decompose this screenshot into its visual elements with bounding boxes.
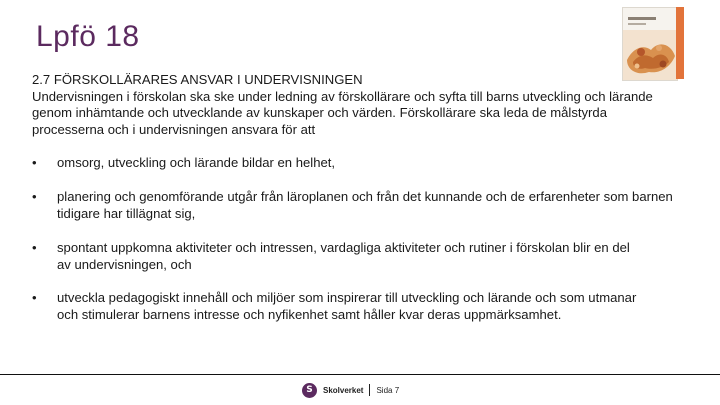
intro-paragraph [32, 72, 712, 138]
intro-line: Undervisningen i förskolan ska ske under ledning av förskollärare och syfta till barns utveckling och lärande [32, 88, 653, 104]
logo-letter: S [306, 385, 313, 395]
brand-name: Skolverket [323, 385, 364, 395]
curriculum-cover-thumbnail [622, 7, 678, 81]
bullet-text: tidigare har tillägnat sig, [57, 205, 196, 221]
bullet-marker: • [32, 155, 37, 170]
bullet-marker: • [32, 189, 37, 204]
bullet-marker: • [32, 240, 37, 255]
bullet-text: spontant uppkomna aktiviteter och intressen, vardagliga aktiviteter och rutiner i förskolan blir en del [57, 240, 630, 255]
slide-footer [302, 381, 399, 399]
footer-divider [0, 374, 720, 375]
bullet-text: omsorg, utveckling och lärande bildar en helhet, [57, 155, 336, 170]
intro-line: processerna och i undervisningen ansvara för att [32, 121, 316, 137]
page-number: Sida 7 [376, 385, 400, 395]
bullet-text: av undervisningen, och [57, 256, 192, 272]
section-heading: 2.7 FÖRSKOLLÄRARES ANSVAR I UNDERVISNINGEN [32, 72, 363, 87]
cover-accent-bar [676, 7, 684, 79]
cover-title-line [628, 17, 656, 20]
cover-subtitle-line [628, 23, 646, 25]
slide-title: Lpfö 18 [36, 20, 140, 53]
bullet-text: utveckla pedagogiskt innehåll och miljöer som inspirerar till utveckling och lärande och som utmanar [57, 290, 637, 305]
skolverket-logo-icon [302, 383, 317, 398]
bullet-text: och stimulerar barnens intresse och nyfikenhet samt håller kvar deras uppmärksamhet. [57, 306, 562, 322]
bullet-marker: • [32, 290, 37, 305]
footer-separator [369, 384, 370, 396]
intro-line: genom inhämtande och utvecklande av kunskaper och värden. Förskollärare ska leda de målstyrda [32, 105, 607, 120]
bullet-text: planering och genomförande utgår från läroplanen och från det kunnande och de erfarenheter som barnen [57, 189, 673, 204]
